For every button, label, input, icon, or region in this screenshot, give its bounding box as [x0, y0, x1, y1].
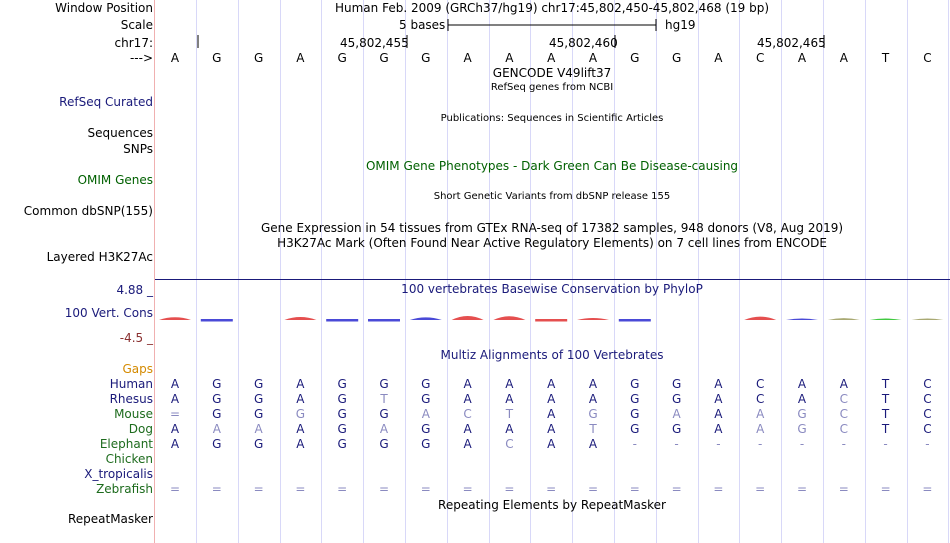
aligned-base: A [547, 407, 556, 421]
phylop-score-glyph [911, 319, 943, 321]
aligned-base: = [253, 482, 264, 496]
gencode-track-title[interactable]: GENCODE V49lift37 [492, 66, 612, 80]
aligned-base: G [630, 407, 640, 421]
aligned-base: G [337, 407, 347, 421]
reference-base: T [881, 51, 890, 65]
multiz-track-title[interactable]: Multiz Alignments of 100 Vertebrates [440, 348, 664, 362]
aligned-base: A [756, 422, 765, 436]
reference-base: G [630, 51, 640, 65]
phylop-score-glyph [452, 316, 484, 320]
aligned-base: - [674, 437, 679, 451]
reference-base: G [253, 51, 264, 65]
phylop-score-glyph [619, 319, 651, 322]
aligned-base: T [589, 422, 597, 436]
refseq-curated-label[interactable]: RefSeq Curated [59, 95, 153, 109]
aligned-base: C [839, 392, 848, 406]
phylop-score-glyph [744, 317, 776, 320]
grid-line [865, 0, 866, 543]
aligned-base: = [462, 482, 473, 496]
aligned-base: A [714, 392, 723, 406]
reference-base: G [379, 51, 389, 65]
aligned-base: G [421, 377, 431, 391]
publications-track-title[interactable]: Publications: Sequences in Scientific Articles [440, 113, 664, 124]
scale-db-text: hg19 [665, 18, 696, 32]
aligned-base: = [169, 407, 181, 421]
aligned-base: C [839, 422, 848, 436]
grid-line [363, 0, 364, 543]
coord-tick-label: 45,802,465 [757, 36, 826, 50]
reference-base: A [588, 51, 598, 65]
aligned-base: G [337, 437, 347, 451]
aligned-base: A [296, 377, 305, 391]
layered-h3k27ac-label[interactable]: Layered H3K27Ac [46, 250, 153, 264]
aligned-base: T [881, 392, 890, 406]
grid-line [447, 0, 448, 543]
snps-label[interactable]: SNPs [123, 142, 153, 156]
aligned-base: A [756, 407, 765, 421]
aligned-base: G [253, 377, 264, 391]
aligned-base: A [588, 392, 598, 406]
aligned-base: T [881, 377, 890, 391]
grid-line [196, 0, 197, 543]
aligned-base: A [547, 437, 556, 451]
aligned-base: = [755, 482, 766, 496]
reference-base: G [421, 51, 431, 65]
aligned-base: A [547, 377, 556, 391]
species-label[interactable]: Rhesus [109, 392, 153, 406]
aligned-base: G [671, 422, 682, 436]
reference-base: A [170, 51, 180, 65]
aligned-base: G [212, 377, 222, 391]
coord-tick-label: 45,802,455 [340, 36, 409, 50]
reference-base: C [755, 51, 765, 65]
scale-label: Scale [120, 18, 153, 32]
aligned-base: - [758, 437, 763, 451]
phylop-score-glyph [577, 318, 609, 320]
species-label[interactable]: X_tropicalis [84, 467, 153, 481]
phylop-track-title[interactable]: 100 vertebrates Basewise Conservation by PhyloP [401, 282, 703, 296]
aligned-base: = [378, 482, 390, 496]
aligned-base: A [379, 422, 389, 436]
grid-line [656, 0, 657, 543]
common-dbsnp-label[interactable]: Common dbSNP(155) [23, 204, 153, 218]
aligned-base: A [588, 377, 598, 391]
aligned-base: C [923, 392, 932, 406]
phylop-score-glyph [535, 319, 567, 322]
aligned-base: A [421, 407, 430, 421]
aligned-base: C [923, 422, 932, 436]
grid-line [907, 0, 908, 543]
aligned-base: G [337, 392, 347, 406]
aligned-base: A [547, 392, 556, 406]
refseq-track-subtitle: RefSeq genes from NCBI [490, 82, 614, 93]
species-label[interactable]: Mouse [114, 407, 153, 421]
aligned-base: A [170, 437, 180, 451]
aligned-base: A [672, 407, 681, 421]
aligned-base: A [463, 377, 472, 391]
aligned-base: G [253, 407, 264, 421]
reference-base: G [671, 51, 682, 65]
aligned-base: - [841, 437, 846, 451]
aligned-base: = [838, 482, 849, 496]
aligned-base: G [630, 422, 640, 436]
aligned-base: = [295, 482, 306, 496]
grid-line [698, 0, 699, 543]
aligned-base: G [630, 392, 640, 406]
aligned-base: T [380, 392, 388, 406]
aligned-base: = [337, 482, 348, 496]
grid-line [614, 0, 615, 543]
aligned-base: A [714, 422, 723, 436]
aligned-base: G [337, 422, 347, 436]
aligned-base: - [799, 437, 805, 451]
aligned-base: = [504, 482, 515, 496]
phylop-min-value: -4.5 _ [119, 331, 153, 345]
aligned-base: G [212, 437, 222, 451]
aligned-base: T [505, 407, 514, 421]
aligned-base: - [883, 437, 888, 451]
aligned-base: - [632, 437, 637, 451]
grid-line [781, 0, 782, 543]
label-divider [154, 0, 155, 543]
omim-track-title[interactable]: OMIM Gene Phenotypes - Dark Green Can Be Disease-causing [365, 159, 739, 173]
phylop-track-label[interactable]: 100 Vert. Cons [64, 306, 153, 320]
grid-line [948, 0, 949, 543]
aligned-base: G [797, 422, 807, 436]
phylop-score-glyph [326, 319, 358, 322]
aligned-base: A [463, 392, 472, 406]
scale-bar [447, 17, 659, 33]
phylop-score-glyph [870, 319, 902, 321]
aligned-base: = [671, 482, 682, 496]
reference-base: G [212, 51, 222, 65]
aligned-base: A [797, 377, 807, 391]
aligned-base: = [420, 482, 431, 496]
aligned-base: = [713, 482, 724, 496]
aligned-base: A [463, 437, 472, 451]
reference-base: A [505, 51, 514, 65]
aligned-base: G [253, 437, 264, 451]
aligned-base: A [296, 437, 305, 451]
grid-line [739, 0, 740, 543]
coord-tick-label: 45,802,460 [549, 36, 618, 50]
aligned-base: C [505, 437, 514, 451]
h3k27ac-track-title[interactable]: H3K27Ac Mark (Often Found Near Active Regulatory Elements) on 7 cell lines from ENCODE [277, 236, 827, 250]
aligned-base: T [881, 407, 890, 421]
aligned-base: = [880, 482, 891, 496]
aligned-base: C [839, 407, 848, 421]
aligned-base: G [379, 437, 389, 451]
aligned-base: G [671, 392, 682, 406]
gtex-track-title[interactable]: Gene Expression in 54 tissues from GTEx RNA-seq of 17382 samples, 948 donors (V8, Aug 2019) [260, 221, 844, 235]
phylop-score-glyph [493, 316, 525, 320]
species-label[interactable]: Chicken [105, 452, 153, 466]
aligned-base: G [421, 422, 431, 436]
aligned-base: = [546, 482, 557, 496]
grid-line [823, 0, 824, 543]
aligned-base: G [295, 407, 306, 421]
aligned-base: G [630, 377, 640, 391]
repeatmasker-track-title[interactable]: Repeating Elements by RepeatMasker [438, 498, 666, 512]
species-label[interactable]: Human [109, 377, 153, 391]
phylop-score-glyph [410, 317, 442, 320]
omim-genes-label[interactable]: OMIM Genes [77, 173, 153, 187]
aligned-base: G [212, 407, 222, 421]
aligned-base: = [796, 482, 808, 496]
phylop-max-value: 4.88 _ [116, 283, 153, 297]
aligned-base: = [211, 482, 222, 496]
aligned-base: = [169, 482, 181, 496]
dbsnp-track-title[interactable]: Short Genetic Variants from dbSNP release 155 [433, 191, 671, 202]
grid-line [405, 0, 406, 543]
aligned-base: A [254, 422, 263, 436]
reference-base: G [337, 51, 347, 65]
phylop-score-glyph [786, 319, 818, 321]
aligned-base: A [588, 437, 598, 451]
aligned-base: - [925, 437, 930, 451]
phylop-score-glyph [828, 318, 860, 320]
aligned-base: G [212, 392, 222, 406]
phylop-score-glyph [368, 319, 400, 322]
aligned-base: G [337, 377, 347, 391]
aligned-base: A [714, 377, 723, 391]
aligned-base: G [379, 377, 389, 391]
aligned-base: A [547, 422, 556, 436]
aligned-base: G [253, 392, 264, 406]
aligned-base: A [170, 377, 180, 391]
grid-line [489, 0, 490, 543]
aligned-base: - [716, 437, 721, 451]
aligned-base: T [881, 422, 890, 436]
aligned-base: C [755, 392, 765, 406]
aligned-base: A [296, 422, 305, 436]
aligned-base: G [421, 437, 431, 451]
reference-base: C [923, 51, 932, 65]
strand-label: ---> [129, 51, 153, 65]
repeatmasker-label[interactable]: RepeatMasker [67, 512, 153, 526]
aligned-base: A [296, 392, 305, 406]
aligned-base: A [839, 377, 848, 391]
aligned-base: G [671, 377, 682, 391]
aligned-base: A [505, 377, 514, 391]
phylop-score-glyph [201, 319, 233, 322]
aligned-base: G [797, 407, 807, 421]
grid-line [280, 0, 281, 543]
aligned-base: C [923, 407, 932, 421]
grid-line [238, 0, 239, 543]
aligned-base: A [463, 422, 472, 436]
aligned-base: A [170, 392, 180, 406]
coordinate-ticks [190, 34, 830, 50]
reference-base: A [547, 51, 556, 65]
phylop-score-glyph [284, 317, 316, 320]
assembly-position-text: Human Feb. 2009 (GRCh37/hg19) chr17:45,802,450-45,802,468 (19 bp) [334, 1, 770, 15]
aligned-base: A [797, 392, 807, 406]
reference-base: A [714, 51, 723, 65]
reference-base: A [296, 51, 305, 65]
species-label[interactable]: Dog [128, 422, 153, 436]
aligned-base: = [922, 482, 933, 496]
reference-base: A [839, 51, 848, 65]
chrom-label: chr17: [114, 36, 153, 50]
gaps-label: Gaps [122, 362, 153, 376]
species-label[interactable]: Zebrafish [96, 482, 153, 496]
aligned-base: A [505, 392, 514, 406]
aligned-base: C [923, 377, 932, 391]
aligned-base: G [421, 392, 431, 406]
scale-bases-text: 5 bases [399, 18, 446, 32]
aligned-base: = [587, 482, 599, 496]
grid-line [321, 0, 322, 543]
aligned-base: A [212, 422, 221, 436]
track-separator [155, 279, 950, 280]
aligned-base: A [170, 422, 180, 436]
phylop-score-glyph [159, 317, 191, 320]
phylop-conservation-plot [155, 300, 950, 336]
aligned-base: G [588, 407, 598, 421]
aligned-base: A [714, 407, 723, 421]
aligned-base: C [755, 377, 765, 391]
aligned-base: G [379, 407, 389, 421]
aligned-base: A [505, 422, 514, 436]
aligned-base: C [463, 407, 472, 421]
aligned-base: = [629, 482, 640, 496]
sequences-label[interactable]: Sequences [87, 126, 153, 140]
reference-base: A [463, 51, 472, 65]
reference-base: A [797, 51, 807, 65]
species-label[interactable]: Elephant [99, 437, 153, 451]
window-position-label: Window Position [55, 1, 153, 15]
